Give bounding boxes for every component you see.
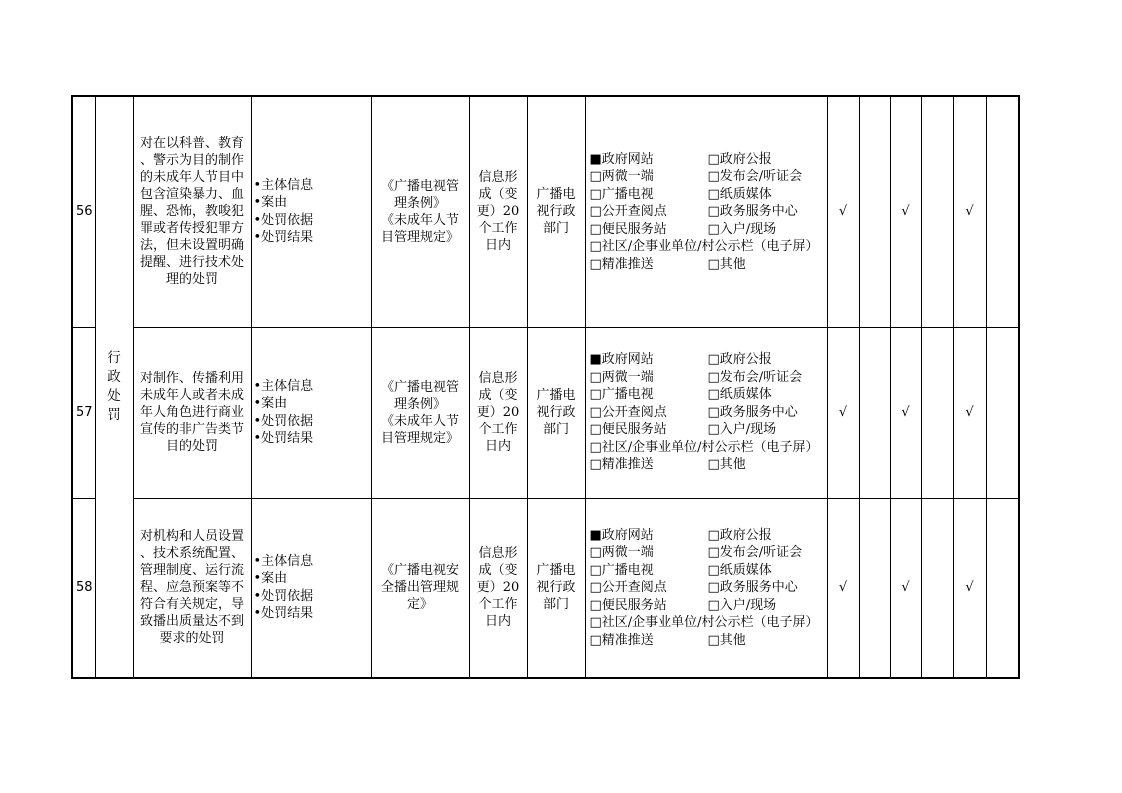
channel-option: □发布会/听证会 bbox=[707, 545, 803, 560]
channel-option: □政府公报 bbox=[707, 527, 772, 543]
item-line: 理的处罚 bbox=[165, 272, 218, 288]
item-line: 、技术系统配置、 bbox=[139, 546, 244, 562]
channel-option: ■政府网站 bbox=[589, 527, 654, 543]
empty-cell bbox=[921, 498, 953, 678]
channel-option: □便民服务站 bbox=[589, 597, 667, 613]
check-cell: √ bbox=[827, 96, 859, 327]
channel-option: □精准推送 bbox=[589, 256, 654, 272]
empty-cell bbox=[986, 327, 1019, 498]
check-cell: √ bbox=[890, 498, 921, 678]
channel-option: □入户/现场 bbox=[707, 597, 777, 613]
basis-cell bbox=[371, 498, 469, 678]
empty-cell bbox=[859, 327, 890, 498]
channel-option: ■政府网站 bbox=[589, 151, 654, 167]
basis-line: 目管理规定》 bbox=[380, 430, 459, 446]
channel-option: □便民服务站 bbox=[589, 422, 667, 438]
basis-line: 《未成年人节 bbox=[380, 212, 459, 228]
time-line: 信息形 bbox=[478, 371, 518, 386]
category-cell bbox=[95, 96, 133, 678]
channel-option: □政务服务中心 bbox=[707, 204, 798, 219]
item-line: 未成年人或者未成 bbox=[139, 388, 244, 403]
channel-option: □纸质媒体 bbox=[707, 186, 772, 202]
basis-line: 《广播电视管 bbox=[380, 379, 459, 395]
time-line: 更）20 bbox=[476, 204, 520, 220]
item-line: 、警示为目的制作 bbox=[139, 153, 244, 169]
element-item: •主体信息 bbox=[253, 553, 314, 569]
item-line: 年人角色进行商业 bbox=[139, 405, 244, 420]
item-cell bbox=[133, 327, 251, 498]
time-line: 成（变 bbox=[478, 388, 518, 403]
item-line: 目的处罚 bbox=[165, 439, 218, 454]
row-number: 58 bbox=[72, 498, 95, 678]
channel-option: □社区/企事业单位/村公示栏（电子屏） bbox=[589, 615, 819, 630]
channel-option: □政府公报 bbox=[707, 151, 772, 167]
channel-option: □精准推送 bbox=[589, 632, 654, 648]
channel-option: □其他 bbox=[707, 457, 746, 473]
channel-option: □公开查阅点 bbox=[589, 204, 667, 219]
basis-line: 全播出管理规 bbox=[380, 580, 459, 596]
department-cell bbox=[527, 498, 585, 678]
item-cell bbox=[133, 96, 251, 327]
element-item: •主体信息 bbox=[253, 378, 314, 394]
element-item: •处罚依据 bbox=[253, 212, 314, 228]
dept-line: 广播电 bbox=[536, 563, 576, 579]
time-line: 日内 bbox=[484, 439, 511, 454]
time-line: 日内 bbox=[484, 238, 511, 254]
check-cell: √ bbox=[827, 327, 859, 498]
channel-option: □纸质媒体 bbox=[707, 562, 772, 578]
element-item: •处罚结果 bbox=[253, 431, 314, 446]
table-row bbox=[72, 96, 1019, 327]
disclosure-elements-cell bbox=[251, 327, 371, 498]
channel-option: □两微一端 bbox=[589, 169, 654, 184]
item-line: 致播出质量达不到 bbox=[139, 614, 244, 630]
time-limit-cell bbox=[469, 498, 527, 678]
channel-option: □公开查阅点 bbox=[589, 404, 667, 420]
time-line: 成（变 bbox=[478, 187, 518, 203]
item-line: 宣传的非广告类节 bbox=[139, 422, 244, 437]
time-line: 个工作 bbox=[478, 422, 518, 437]
basis-cell bbox=[371, 327, 469, 498]
basis-line: 理条例》 bbox=[393, 195, 446, 211]
channel-option: □便民服务站 bbox=[589, 221, 667, 237]
item-line: 腥、恐怖，教唆犯 bbox=[139, 204, 244, 220]
dept-line: 广播电 bbox=[536, 187, 576, 203]
channel-option: □社区/企事业单位/村公示栏（电子屏） bbox=[589, 439, 819, 455]
channel-option: □广播电视 bbox=[589, 387, 654, 403]
time-line: 个工作 bbox=[478, 221, 518, 237]
row-number: 56 bbox=[72, 96, 95, 327]
channel-option: ■政府网站 bbox=[589, 352, 654, 368]
channel-option: □政府公报 bbox=[707, 352, 772, 368]
element-item: •处罚依据 bbox=[253, 413, 314, 429]
empty-cell bbox=[986, 96, 1019, 327]
element-item: •处罚依据 bbox=[253, 588, 314, 604]
basis-line: 《广播电视安 bbox=[380, 563, 459, 579]
channel-option: □其他 bbox=[707, 256, 746, 272]
time-line: 更）20 bbox=[476, 405, 520, 420]
channel-option: □社区/企事业单位/村公示栏（电子屏） bbox=[589, 239, 819, 254]
item-line: 对在以科普、教育 bbox=[139, 136, 244, 152]
table-row bbox=[72, 327, 1019, 498]
basis-line: 《广播电视管 bbox=[380, 178, 459, 194]
channel-option: □广播电视 bbox=[589, 562, 654, 578]
item-line: 包含渲染暴力、血 bbox=[139, 187, 244, 203]
channel-option: □入户/现场 bbox=[707, 221, 777, 237]
dept-line: 广播电 bbox=[536, 388, 576, 403]
item-line: 对制作、传播利用 bbox=[139, 371, 244, 386]
channel-option: □两微一端 bbox=[589, 369, 654, 385]
element-item: •处罚结果 bbox=[253, 606, 314, 622]
channel-option: □入户/现场 bbox=[707, 422, 777, 438]
time-line: 成（变 bbox=[478, 563, 518, 579]
time-line: 日内 bbox=[484, 614, 511, 630]
channel-option: □政务服务中心 bbox=[707, 580, 798, 595]
channels-cell bbox=[585, 96, 827, 327]
time-line: 更）20 bbox=[476, 580, 520, 596]
channel-option: □精准推送 bbox=[589, 457, 654, 473]
channels-cell bbox=[585, 498, 827, 678]
disclosure-table bbox=[71, 95, 1020, 679]
basis-line: 理条例》 bbox=[393, 396, 446, 412]
empty-cell bbox=[859, 498, 890, 678]
check-cell: √ bbox=[890, 96, 921, 327]
channel-option: □公开查阅点 bbox=[589, 580, 667, 595]
department-cell bbox=[527, 327, 585, 498]
element-item: •案由 bbox=[253, 571, 288, 587]
item-line: 罪或者传授犯罪方 bbox=[139, 221, 244, 237]
basis-cell bbox=[371, 96, 469, 327]
table-row bbox=[72, 498, 1019, 678]
element-item: •案由 bbox=[253, 195, 288, 211]
channel-option: □纸质媒体 bbox=[707, 387, 772, 403]
check-cell: √ bbox=[827, 498, 859, 678]
dept-line: 视行政 bbox=[536, 580, 576, 596]
row-number: 57 bbox=[72, 327, 95, 498]
dept-line: 视行政 bbox=[536, 204, 576, 220]
channel-option: □其他 bbox=[707, 632, 746, 648]
item-line: 管理制度、运行流 bbox=[139, 563, 244, 579]
category-label: 行政处罚 bbox=[107, 350, 121, 423]
basis-line: 定》 bbox=[406, 597, 433, 613]
element-item: •处罚结果 bbox=[253, 230, 314, 246]
item-line: 要求的处罚 bbox=[159, 631, 225, 647]
element-item: •案由 bbox=[253, 396, 288, 411]
disclosure-elements-cell bbox=[251, 96, 371, 327]
item-line: 提醒、进行技术处 bbox=[139, 255, 244, 271]
dept-line: 部门 bbox=[542, 422, 569, 437]
time-limit-cell bbox=[469, 96, 527, 327]
channels-cell bbox=[585, 327, 827, 498]
time-line: 个工作 bbox=[478, 597, 518, 613]
dept-line: 视行政 bbox=[536, 405, 576, 420]
channel-option: □政务服务中心 bbox=[707, 404, 798, 420]
time-line: 信息形 bbox=[478, 170, 518, 186]
disclosure-elements-cell bbox=[251, 498, 371, 678]
channel-option: □发布会/听证会 bbox=[707, 169, 803, 184]
element-item: •主体信息 bbox=[253, 177, 314, 193]
empty-cell bbox=[921, 96, 953, 327]
channel-option: □广播电视 bbox=[589, 186, 654, 202]
item-cell bbox=[133, 498, 251, 678]
item-line: 对机构和人员设置 bbox=[139, 529, 244, 545]
item-line: 符合有关规定，导 bbox=[139, 597, 244, 613]
time-limit-cell bbox=[469, 327, 527, 498]
channel-option: □两微一端 bbox=[589, 545, 654, 560]
empty-cell bbox=[859, 96, 890, 327]
check-cell: √ bbox=[953, 498, 986, 678]
item-line: 程、应急预案等不 bbox=[139, 580, 244, 596]
empty-cell bbox=[986, 498, 1019, 678]
item-line: 法，但未设置明确 bbox=[139, 238, 244, 254]
department-cell bbox=[527, 96, 585, 327]
basis-line: 目管理规定》 bbox=[380, 229, 459, 245]
time-line: 信息形 bbox=[478, 546, 518, 562]
dept-line: 部门 bbox=[542, 221, 569, 237]
check-cell: √ bbox=[890, 327, 921, 498]
channel-option: □发布会/听证会 bbox=[707, 369, 803, 385]
basis-line: 《未成年人节 bbox=[380, 413, 459, 429]
check-cell: √ bbox=[953, 96, 986, 327]
item-line: 的未成年人节目中 bbox=[139, 170, 244, 186]
dept-line: 部门 bbox=[542, 597, 569, 613]
empty-cell bbox=[921, 327, 953, 498]
check-cell: √ bbox=[953, 327, 986, 498]
